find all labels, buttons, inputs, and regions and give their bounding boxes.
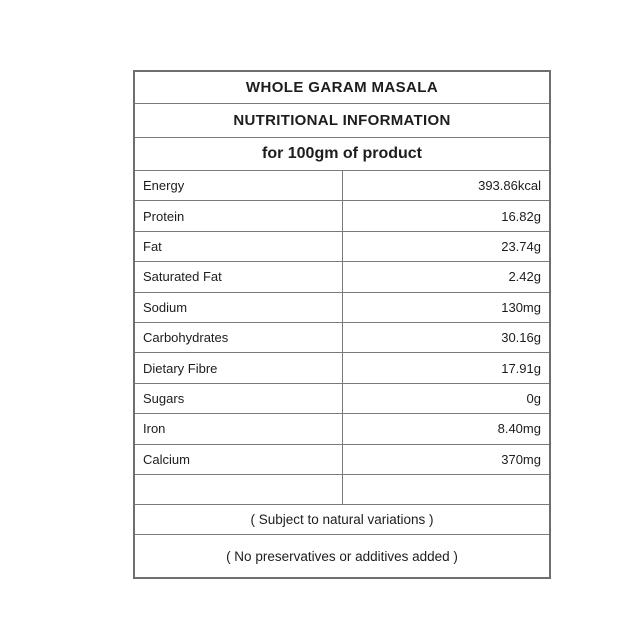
nutrient-value: 370mg — [501, 451, 541, 467]
footnote-additives: ( No preservatives or additives added ) — [135, 534, 549, 577]
nutrient-label: Carbohydrates — [135, 323, 343, 352]
nutrient-value: 393.86kcal — [478, 178, 541, 194]
table-row — [135, 444, 549, 474]
nutrient-label: Iron — [135, 414, 343, 443]
nutrient-value: 130mg — [501, 299, 541, 315]
nutrient-label: Protein — [135, 201, 343, 230]
table-row — [135, 170, 549, 200]
nutrient-label: Sugars — [135, 384, 343, 413]
nutrient-label: Energy — [135, 171, 343, 200]
nutrient-label: Fat — [135, 232, 343, 261]
nutrient-value: 23.74g — [501, 238, 541, 254]
table-row — [135, 383, 549, 413]
table-row — [135, 322, 549, 352]
table-row — [135, 292, 549, 322]
nutrient-value: 0g — [526, 390, 541, 406]
nutrition-table — [133, 70, 551, 579]
table-row — [135, 261, 549, 291]
footnote-variations: ( Subject to natural variations ) — [135, 504, 549, 534]
table-row — [135, 352, 549, 382]
nutrient-value: 16.82g — [501, 208, 541, 224]
table-row — [135, 231, 549, 261]
nutrient-value — [343, 475, 549, 504]
nutrient-label: Sodium — [135, 293, 343, 322]
nutrient-value: 17.91g — [501, 360, 541, 376]
nutrient-rows — [135, 170, 549, 504]
nutrient-label: Calcium — [135, 445, 343, 474]
serving-basis: for 100gm of product — [135, 137, 549, 170]
nutrient-value: 8.40mg — [497, 421, 541, 437]
nutrient-value: 2.42g — [508, 269, 541, 285]
nutrient-label: Dietary Fibre — [135, 353, 343, 382]
nutrient-value: 30.16g — [501, 330, 541, 346]
product-title: WHOLE GARAM MASALA — [245, 79, 439, 96]
nutrient-label: Saturated Fat — [135, 262, 343, 291]
table-row — [135, 200, 549, 230]
table-row — [135, 413, 549, 443]
nutrition-heading: NUTRITIONAL INFORMATION — [135, 103, 549, 137]
nutrient-label — [135, 475, 343, 504]
table-row — [135, 474, 549, 504]
